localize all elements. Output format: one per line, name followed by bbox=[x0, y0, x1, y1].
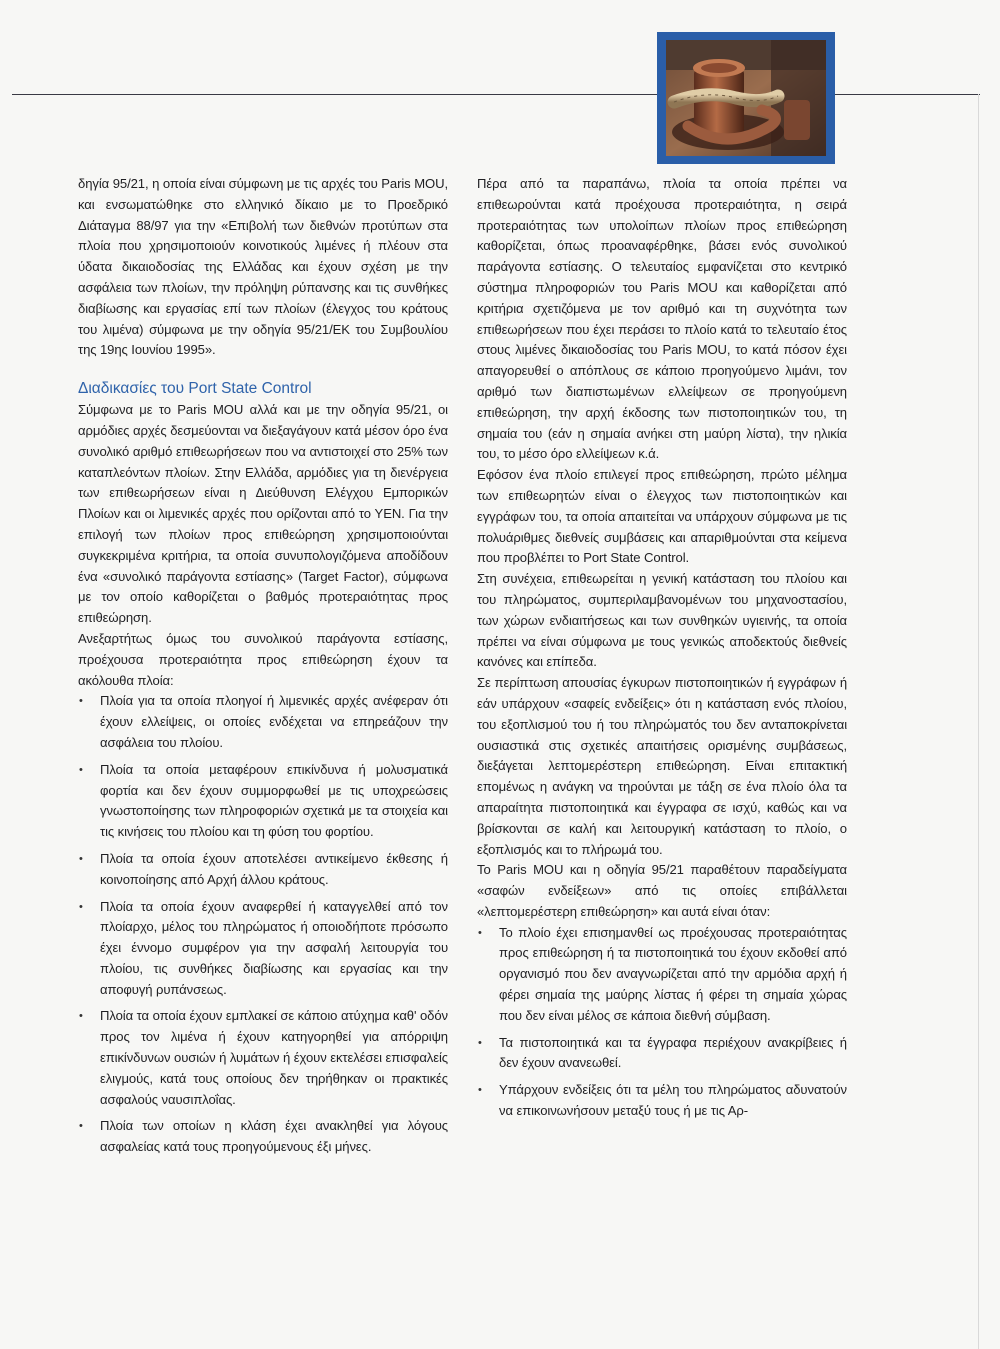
list-item: • Πλοία των οποίων η κλάση έχει ανακληθεί για λόγους ασφαλείας κατά τους προηγούμενους έξι μήνες. bbox=[78, 1116, 448, 1158]
body-paragraph: Στη συνέχεια, επιθεωρείται η γενική κατάσταση του πλοίου και του πληρώματος, συμπεριλαμβανομένων του μηχανοστασίου, των χώρων ενδιαιτήσεως και των συνθηκών υγιεινής, τα οποία πρέπει να είναι σύμφωνα με τους γενικώς αποδεκτούς διεθνείς κανόνες και επίπεδα. bbox=[477, 571, 847, 670]
list-item: • Πλοία τα οποία έχουν αναφερθεί ή καταγγελθεί από τον πλοίαρχο, μέλος του πληρώματος ή οποιοδήποτε πρόσωπο έχει έννομο συμφέρον για την ασφαλή λειτουργία του πλοίου, τις συνθήκες διαβίωσης και εργασίας και την αποφυγή ρυπάνσεως. bbox=[78, 897, 448, 1001]
left-column bbox=[78, 174, 448, 1164]
ship-bollard-photo bbox=[657, 32, 835, 164]
body-paragraph: Εφόσον ένα πλοίο επιλεγεί προς επιθεώρηση, πρώτο μέλημα των επιθεωρητών είναι ο έλεγχος των πιστοποιητικών και εγγράφων του, τα οποία απαιτείται να υπάρχουν σύμφωνα με τις πολυάριθμες διεθνείς συμβάσεις και απαριθμούνται στα κείμενα που προβλέπει το Port State Control. bbox=[477, 467, 847, 566]
list-item: • Πλοία για τα οποία πλοηγοί ή λιμενικές αρχές ανέφεραν ότι έχουν ελλείψεις, οι οποίες ενδέχεται να επηρεάζουν την ασφάλεια του πλοίου. bbox=[78, 691, 448, 753]
list-item: • Πλοία τα οποία έχουν αποτελέσει αντικείμενο έκθεσης ή κοινοποίησης από Αρχή άλλου κράτους. bbox=[78, 849, 448, 891]
list-item: • Υπάρχουν ενδείξεις ότι τα μέλη του πληρώματος αδυνατούν να επικοινωνήσουν μεταξύ τους ή με τις Αρ- bbox=[477, 1080, 847, 1122]
body-paragraph: Ανεξαρτήτως όμως του συνολικού παράγοντα εστίασης, προέχουσα προτεραιότητα προς επιθεώρηση έχουν τα ακόλουθα πλοία: bbox=[78, 630, 448, 688]
list-item: • Το πλοίο έχει επισημανθεί ως προέχουσας προτεραιότητας προς επιθεώρηση ή τα πιστοποιητικά του έχουν εκδοθεί από οργανισμό που δεν αναγνωρίζεται από την αρμόδια αρχή ή φέρει σημαία της μαύρης λίστας ή φέρει τη σημαία χώρας που δεν είναι μέλος σε κάποια διεθνή σύμβαση. bbox=[477, 923, 847, 1027]
list-item: • Πλοία τα οποία έχουν εμπλακεί σε κάποιο ατύχημα καθ' οδόν προς τον λιμένα ή έχουν κατηγορηθεί για απόρριψη επικίνδυνων ουσιών ή λυμάτων ή έχουν εκτελέσει επισφαλείς ελιγμούς, κατά τους οποίους δεν τηρήθηκαν οι πρακτικές ασφαλούς ναυσιπλοΐας. bbox=[78, 1006, 448, 1110]
list-item: • Τα πιστοποιητικά και τα έγγραφα περιέχουν ανακρίβειες ή δεν έχουν ανανεωθεί. bbox=[477, 1033, 847, 1075]
right-column bbox=[477, 174, 847, 1128]
bollard-rope-image bbox=[666, 40, 826, 156]
body-paragraph: Πέρα από τα παραπάνω, πλοία τα οποία πρέπει να επιθεωρούνται κατά προέχουσα προτεραιότητα, η σειρά προτεραιότητας των υπολοίπων πλοίων προς επιθεώρηση καθορίζεται, όπως προαναφέρθηκε, βάσει ενός συνολικού παράγοντα εστίασης. Ο τελευταίος εμφανίζεται στο κεντρικό σύστημα πληροφοριών του Paris MOU και καθορίζεται από κριτήρια σχετιζόμενα με τον αριθμό και τη συχνότητα των επιθεωρήσεων που έχει περάσει το πλοίο κατά το τελευταίο έτος στους λιμένες δικαιοδοσίας του Paris MOU, το κατά πόσον έχει απαγορευθεί ο απόπλους σε κάποιο προηγούμενο λιμάνι, τον αριθμό των διαπιστωμένων ελλείψεων σε προηγούμενη επιθεώρηση, την αρχή έκδοσης των πιστοποιητικών του, τη σημαία του (εάν η σημαία ανήκει στη μαύρη λίστα), την ηλικία του, το μέσο όρο ελλείψεων κ.ά. bbox=[477, 176, 847, 462]
page-edge-line bbox=[978, 94, 979, 1349]
intro-paragraph: δηγία 95/21, η οποία είναι σύμφωνη με τις αρχές του Paris MOU, και ενσωματώθηκε στο ελληνικό δίκαιο με το Προεδρικό Διάταγμα 88/97 για την «Επιβολή των διεθνών προτύπων στα πλοία που χρησιμοποιούν κοινοτικούς λιμένες ή πλέουν στα ύδατα δικαιοδοσίας της Ελλάδας και έχουν σχέση με την ασφάλεια των πλοίων, την πρόληψη ρύπανσης και τις συνθήκες διαβίωσης και εργασίας επί των πλοίων (έλεγχος του κράτους του λιμένα) σύμφωνα με την οδηγία 95/21/ΕΚ του Συμβουλίου της 19ης Ιουνίου 1995». bbox=[78, 176, 448, 358]
body-paragraph: Το Paris MOU και η οδηγία 95/21 παραθέτουν παραδείγματα «σαφών ενδείξεων» από τις οποίες επιβάλλεται «λεπτομερέστερη επιθεώρηση» και αυτά είναι όταν: bbox=[477, 862, 847, 919]
section-heading: Διαδικασίες του Port State Control bbox=[78, 380, 312, 398]
list-item: • Πλοία τα οποία μεταφέρουν επικίνδυνα ή μολυσματικά φορτία και δεν έχουν συμμορφωθεί με τις υποχρεώσεις γνωστοποίησης των πληροφοριών σχετικά με τα στοιχεία και τις κινήσεις του πλοίου και τη φύση του φορτίου. bbox=[78, 760, 448, 843]
clear-grounds-list bbox=[477, 923, 847, 1122]
body-paragraph: Σύμφωνα με το Paris MOU αλλά και με την οδηγία 95/21, οι αρμόδιες αρχές δεσμεύονται να διεξαγάγουν κατά μέσον όρο ένα συνολικό αριθμό επιθεωρήσεων που να αντιστοιχεί στο 25% των καταπλεόντων πλοίων. Στην Ελλάδα, αρμόδιες για τη διενέργεια των επιθεωρήσεων είναι η Διεύθυνση Ελέγχου Εμπορικών Πλοίων και οι λιμενικές αρχές που ορίζονται από το ΥΕΝ. Για την επιλογή των πλοίων προς επιθεώρηση χρησιμοποιούνται συγκεκριμένα κριτήρια, τα οποία συνυπολογιζόμενα αποδίδουν ένα «συνολικό παράγοντα εστίασης» (Target Factor), σύμφωνα με τον οποίο καθορίζεται ο βαθμός προτεραιότητας προς επιθεώρηση. bbox=[78, 402, 448, 626]
priority-ships-list bbox=[78, 691, 448, 1158]
body-paragraph: Σε περίπτωση απουσίας έγκυρων πιστοποιητικών ή εγγράφων ή εάν υπάρχουν «σαφείς ενδείξεις» ότι η κατάσταση ενός πλοίου, του εξοπλισμού του ή του πληρώματός του δεν ανταποκρίνεται ουσιαστικά στις σχετικές απαιτήσεις ορισμένης συμβάσεως, διεξάγεται λεπτομερέστερη επιθεώρηση. Είναι επιτακτική επομένως η ανάγκη να τηρούνται με τάξη σε ένα πλοίο όλα τα απαραίτητα πιστοποιητικά και έγγραφα σε ισχύ, καθώς και να βρίσκονται σε καλή και λειτουργική κατάσταση το πλοίο, ο εξοπλισμός και το πλήρωμά του. bbox=[477, 675, 847, 857]
